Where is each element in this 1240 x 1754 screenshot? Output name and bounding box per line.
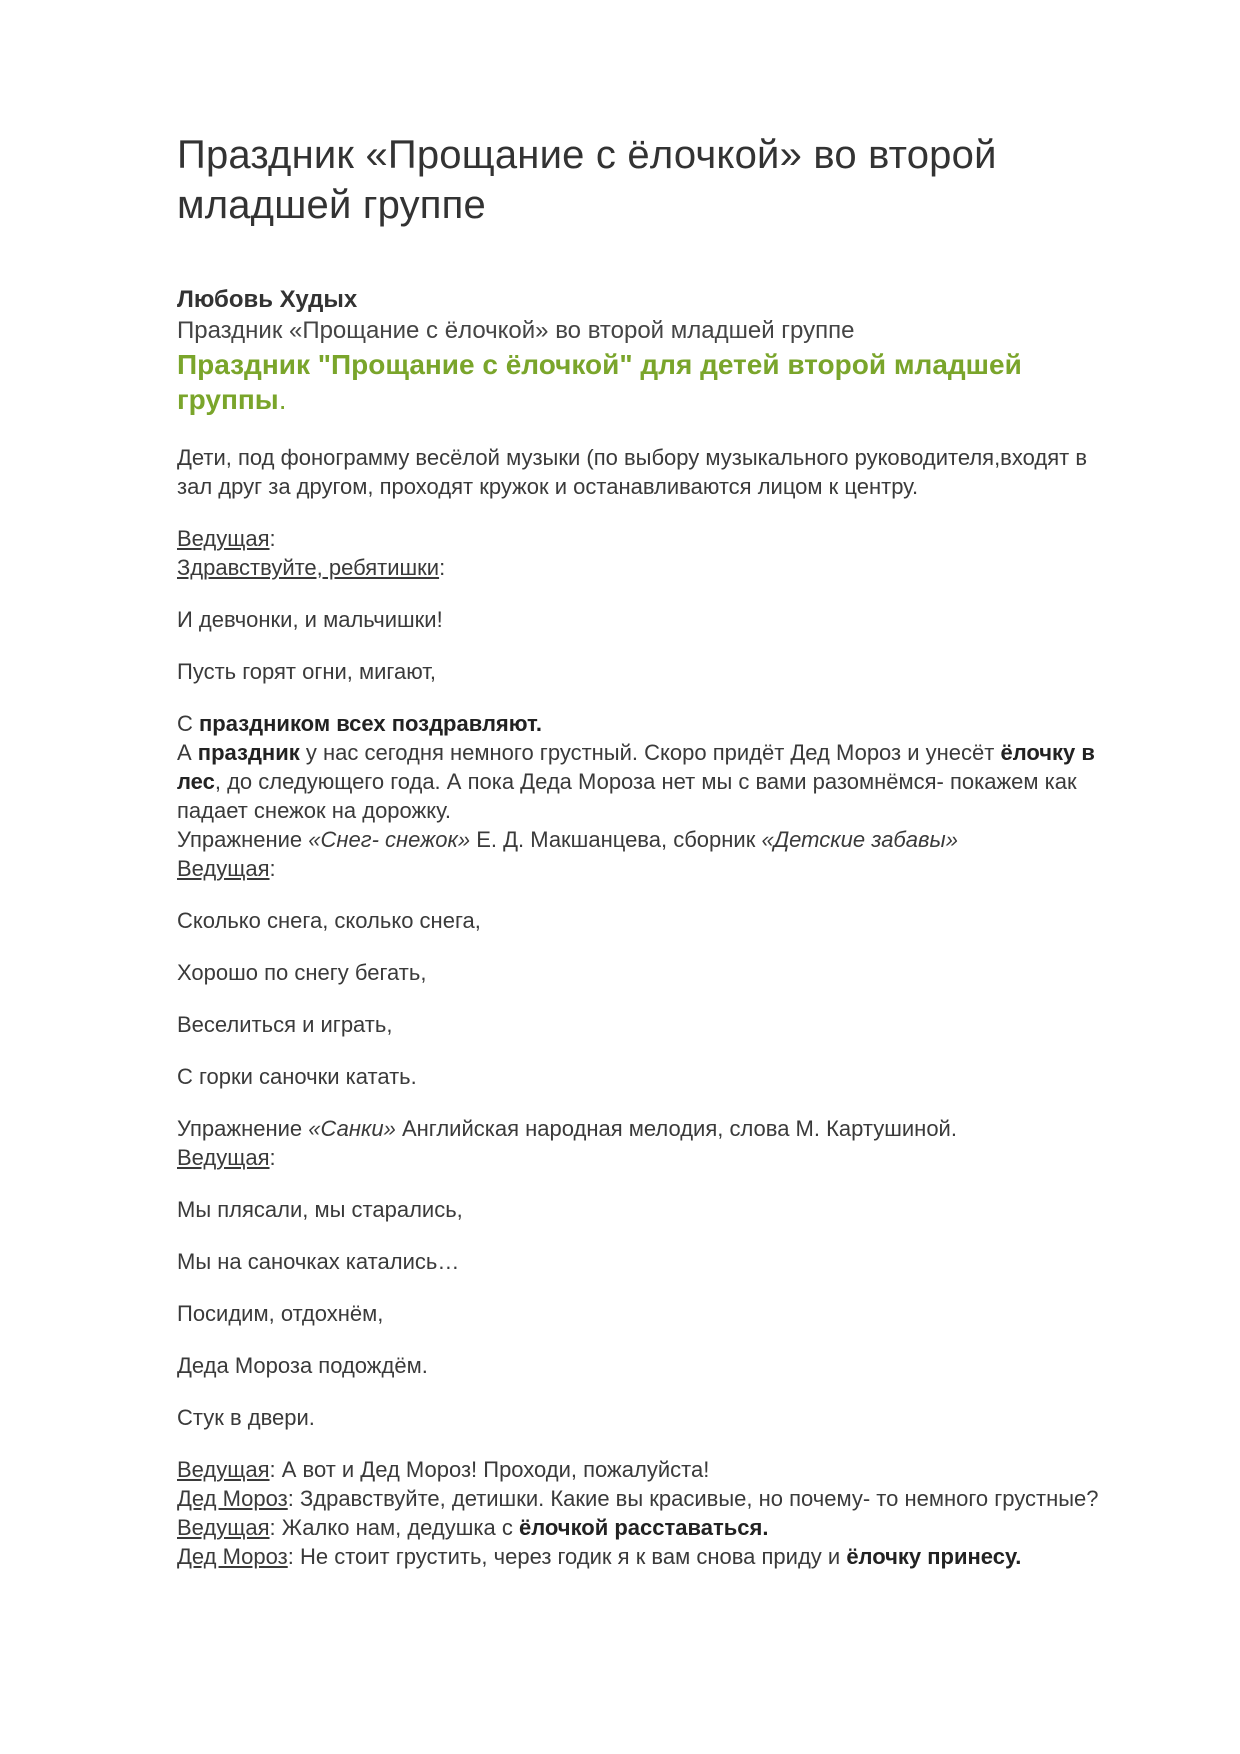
dialog-line-1 bbox=[177, 1455, 1120, 1484]
speaker-host: Ведущая bbox=[177, 1145, 270, 1170]
poem-line: Пусть горят огни, мигают, bbox=[177, 659, 436, 684]
speaker-santa: Дед Мороз bbox=[177, 1544, 288, 1569]
italic-run: «Санки» bbox=[308, 1116, 396, 1141]
poem-line: Веселиться и играть, bbox=[177, 1012, 393, 1037]
text-run: у нас сегодня немного грустный. Скоро придёт Дед Мороз и унесёт bbox=[299, 740, 1001, 765]
bold-run: ёлочку принесу. bbox=[846, 1544, 1022, 1569]
text-run: : Жалко нам, дедушка с bbox=[269, 1515, 519, 1540]
speaker-line-1 bbox=[177, 524, 1120, 553]
congrats-bold: праздником всех поздравляют. bbox=[199, 711, 542, 736]
poem-line: Хорошо по снегу бегать, bbox=[177, 960, 427, 985]
speaker-host: Ведущая bbox=[177, 1457, 270, 1482]
bold-run: праздник bbox=[197, 740, 300, 765]
speaker-host: Ведущая bbox=[177, 526, 270, 551]
poem-line: Посидим, отдохнём, bbox=[177, 1301, 384, 1326]
poem-line: Сколько снега, сколько снега, bbox=[177, 908, 481, 933]
intro-paragraph: Дети, под фонограмму весёлой музыки (по выбору музыкального руководителя,входят в зал друг за другом, проходят кружок и останавливаются лицом к центру. bbox=[177, 445, 1088, 499]
stage-direction: Стук в двери. bbox=[177, 1405, 315, 1430]
greeting-text: Здравствуйте, ребятишки bbox=[177, 555, 440, 580]
text-run: : А вот и Дед Мороз! Проходи, пожалуйста! bbox=[269, 1457, 710, 1482]
colon: : bbox=[269, 856, 276, 881]
poem-line: И девчонки, и мальчишки! bbox=[177, 607, 443, 632]
text-run: Английская народная мелодия, слова М. Картушиной. bbox=[395, 1116, 957, 1141]
colon: : bbox=[269, 1145, 276, 1170]
sad-paragraph bbox=[177, 738, 1120, 825]
bold-run: ёлочкой расставаться. bbox=[518, 1515, 769, 1540]
speaker-santa: Дед Мороз bbox=[177, 1486, 288, 1511]
page-title: Праздник «Прощание с ёлочкой» во второй младшей группе bbox=[177, 133, 997, 227]
text-run: А bbox=[177, 740, 198, 765]
article-heading-dot: . bbox=[278, 384, 287, 415]
poem-line bbox=[177, 709, 1120, 738]
speaker-line-3 bbox=[177, 1143, 1120, 1172]
colon: : bbox=[439, 555, 446, 580]
poem-line: Мы плясали, мы старались, bbox=[177, 1197, 463, 1222]
exercise-line-2 bbox=[177, 1114, 1120, 1143]
text-run: , до следующего года. А пока Деда Мороза нет мы с вами разомнёмся- покажем как падает снежок на дорожку. bbox=[177, 769, 1077, 823]
greeting-line bbox=[177, 553, 1120, 582]
author-name: Любовь Худых bbox=[177, 286, 358, 313]
poem-line: Мы на саночках катались… bbox=[177, 1249, 460, 1274]
article-heading bbox=[177, 347, 1120, 417]
text-run: : Не стоит грустить, через годик я к вам снова приду и bbox=[287, 1544, 847, 1569]
exercise-line-1 bbox=[177, 825, 1120, 854]
article-heading-text: Праздник "Прощание с ёлочкой" для детей второй младшей группы bbox=[177, 349, 1022, 415]
poem-line: Деда Мороза подождём. bbox=[177, 1353, 428, 1378]
poem-line: С горки саночки катать. bbox=[177, 1064, 417, 1089]
text-run: Упражнение bbox=[177, 1116, 309, 1141]
text-run: Е. Д. Макшанцева, сборник bbox=[470, 827, 762, 852]
italic-run: «Снег- снежок» bbox=[308, 827, 471, 852]
congrats-prefix: С bbox=[177, 711, 199, 736]
dialog-line-4 bbox=[177, 1542, 1120, 1571]
bold-run: ёлочку в лес bbox=[177, 740, 1095, 794]
dialog-line-3 bbox=[177, 1513, 1120, 1542]
dialog-line-2 bbox=[177, 1484, 1120, 1513]
speaker-line-2 bbox=[177, 854, 1120, 883]
text-run: Упражнение bbox=[177, 827, 309, 852]
speaker-host: Ведущая bbox=[177, 856, 270, 881]
italic-run: «Детские забавы» bbox=[761, 827, 958, 852]
colon: : bbox=[269, 526, 276, 551]
speaker-host: Ведущая bbox=[177, 1515, 270, 1540]
text-run: : Здравствуйте, детишки. Какие вы красивые, но почему- то немного грустные? bbox=[287, 1486, 1099, 1511]
subtitle: Праздник «Прощание с ёлочкой» во второй младшей группе bbox=[177, 317, 855, 344]
